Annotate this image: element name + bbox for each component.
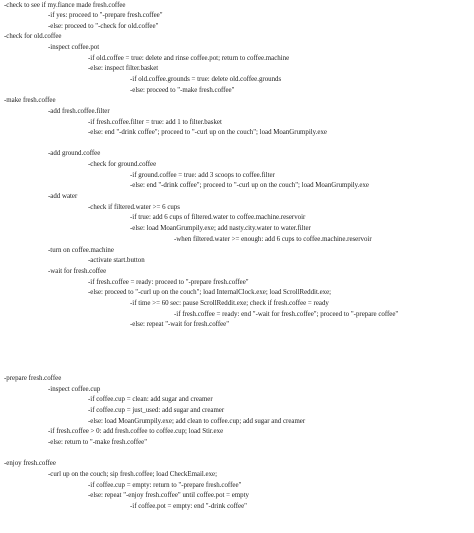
code-line: -else: repeat "-wait for fresh.coffee" — [130, 321, 230, 328]
code-line: -if fresh.coffee.filter = true: add 1 to filter.basket — [88, 119, 222, 126]
code-line: -activate start.button — [88, 257, 145, 264]
code-line: -check to see if my.fiance made fresh.coffee — [4, 2, 126, 9]
code-line: -inspect coffee.pot — [48, 44, 100, 51]
code-line: -if old.coffee.grounds = true: delete old.coffee.grounds — [130, 76, 282, 83]
code-line: -else: load MoanGrumpily.exe; add nasty.city.water to water.filter — [130, 225, 311, 232]
code-line: -else: repeat "-enjoy fresh.coffee" until coffee.pot = empty — [88, 492, 249, 499]
code-line: -inspect coffee.cup — [48, 386, 101, 393]
code-line: -if true: add 6 cups of filtered.water to coffee.machine.reservoir — [130, 214, 306, 221]
code-line: -else: inspect filter.basket — [88, 65, 159, 72]
code-line: -if old.coffee = true: delete and rinse coffee.pot; return to coffee.machine — [88, 55, 290, 62]
code-line: -make fresh.coffee — [4, 97, 56, 104]
code-line: -check if filtered.water >= 6 cups — [88, 204, 180, 211]
code-line: -if yes: proceed to "-prepare fresh.coffee" — [48, 12, 163, 19]
code-line: -enjoy fresh.coffee — [4, 460, 56, 467]
code-line: -if fresh.coffee > 0: add fresh.coffee to coffee.cup; load Stir.exe — [48, 428, 224, 435]
code-line: -if coffee.pot = empty: end "-drink coffee" — [130, 503, 247, 510]
code-line: -when filtered.water >= enough: add 6 cups to coffee.machine.reservoir — [174, 236, 372, 243]
code-line: -wait for fresh.coffee — [48, 268, 107, 275]
code-line: -check for ground.coffee — [88, 161, 157, 168]
code-line: -else: return to "-make fresh.coffee" — [48, 439, 148, 446]
code-line: -else: load MoanGrumpily.exe; add clean to coffee.cup; add sugar and creamer — [88, 418, 306, 425]
code-line: -if fresh.coffee = ready: proceed to "-prepare fresh.coffee" — [88, 279, 249, 286]
code-line: -add water — [48, 193, 78, 200]
code-line: -check for old.coffee — [4, 33, 62, 40]
code-line: -curl up on the couch; sip fresh.coffee; load CheckEmail.exe; — [48, 471, 218, 478]
code-line: -add fresh.coffee.filter — [48, 108, 110, 115]
code-line: -else: proceed to "-curl up on the couch"; load InternalClock.exe; load ScrollReddit.exe; — [88, 289, 332, 296]
code-line: -if ground.coffee = true: add 3 scoops to coffee.filter — [130, 172, 275, 179]
code-line: -turn on coffee.machine — [48, 247, 114, 254]
code-line: -if time >= 60 sec: pause ScrollReddit.exe; check if fresh.coffee = ready — [130, 300, 329, 307]
code-line: -add ground.coffee — [48, 150, 101, 157]
code-line: -prepare fresh.coffee — [4, 375, 62, 382]
code-line: -if coffee.cup = empty: return to "-prepare fresh.coffee" — [88, 482, 242, 489]
code-line: -if coffee.cup = clean: add sugar and creamer — [88, 396, 213, 403]
code-line: -else: end "-drink coffee"; proceed to "-curl up on the couch"; load MoanGrumpily.exe — [88, 129, 327, 136]
code-line: -if fresh.coffee = ready: end "-wait for fresh.coffee"; proceed to "-prepare coffee" — [174, 311, 399, 318]
code-line: -else: proceed to "-check for old.coffee" — [48, 23, 159, 30]
code-line: -if coffee.cup = just_used: add sugar and creamer — [88, 407, 225, 414]
code-line: -else: proceed to "-make fresh.coffee" — [130, 87, 235, 94]
code-line: -else: end "-drink coffee"; proceed to "-curl up on the couch"; load MoanGrumpily.exe — [130, 182, 369, 189]
